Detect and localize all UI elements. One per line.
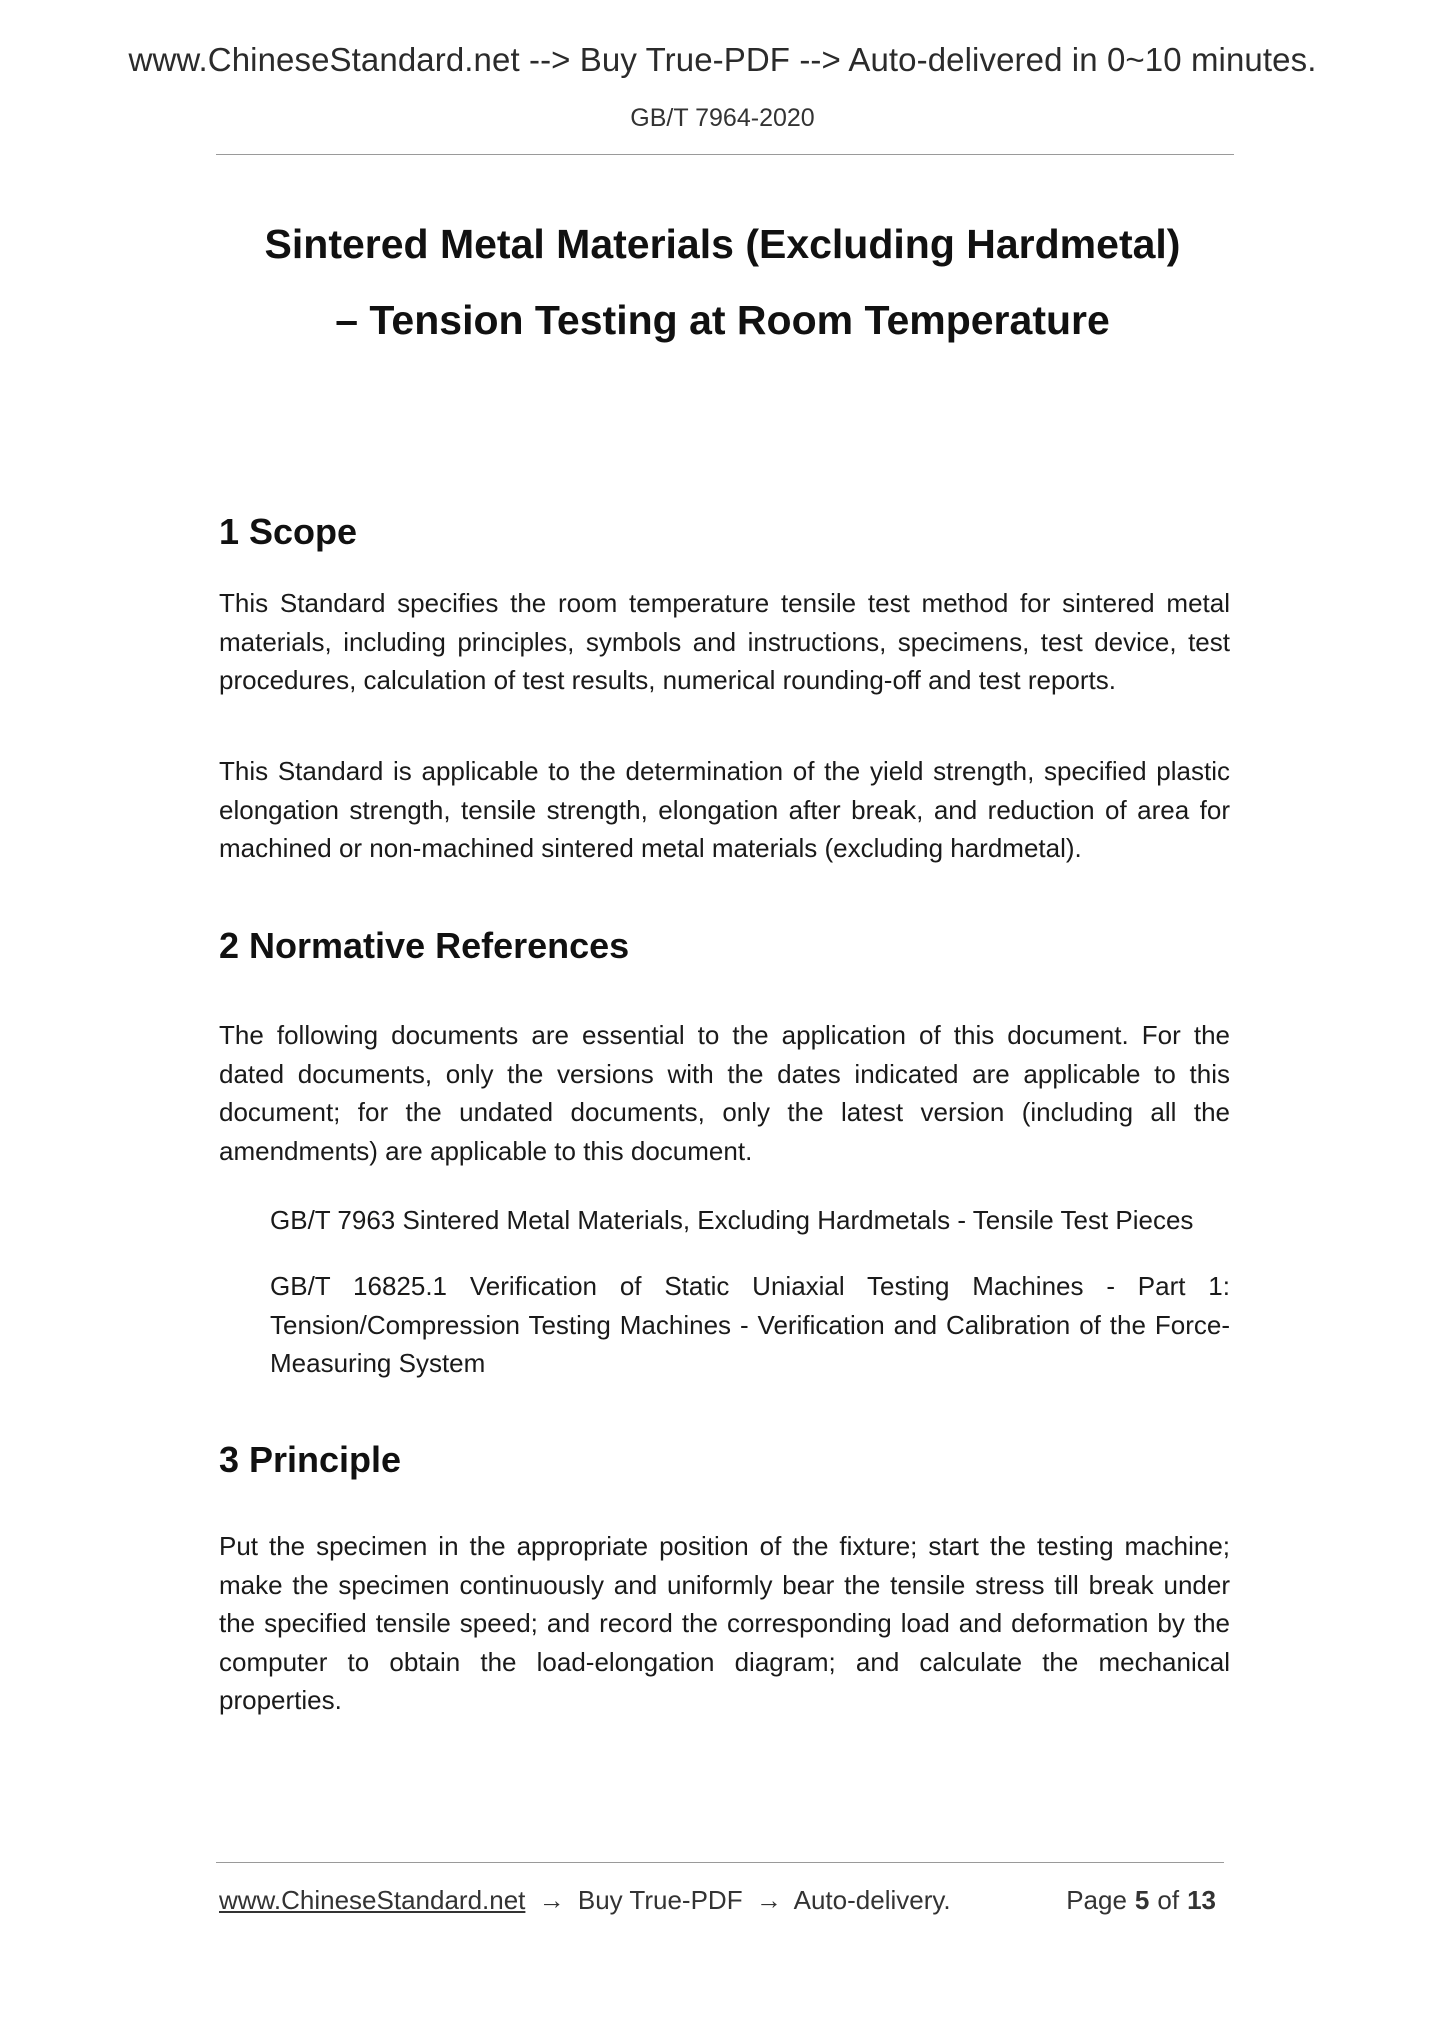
reference-item-gbt-7963: GB/T 7963 Sintered Metal Materials, Excluding Hardmetals - Tensile Test Pieces <box>270 1205 1194 1235</box>
scope-paragraph-2: This Standard is applicable to the determination of the yield strength, specified plastic elongation strength, tensile strength, elongation after break, and reduction of area for machined or non-machined sintered metal materials (excluding hardmetal). <box>219 756 1230 863</box>
total-pages-number: 13 <box>1187 1885 1216 1915</box>
right-arrow-icon: → <box>755 1885 782 1915</box>
standard-code: GB/T 7964-2020 <box>630 104 815 132</box>
reference-item-gbt-16825-1: GB/T 16825.1 Verification of Static Uniaxial Testing Machines - Part 1: Tension/Compression Testing Machines - Verification and Calibration of the Force-Measuring System <box>270 1271 1230 1378</box>
principle-paragraph: Put the specimen in the appropriate position of the fixture; start the testing machine; make the specimen continuously and uniformly bear the tensile stress till break under the specified tensile speed; and record the corresponding load and deformation by the computer to obtain the load-elongation diagram; and calculate the mechanical properties. <box>219 1531 1230 1715</box>
current-page-number: 5 <box>1134 1885 1150 1915</box>
right-arrow-icon: → <box>538 1885 565 1915</box>
footer-site-link[interactable]: www.ChineseStandard.net <box>219 1885 526 1915</box>
normative-references-intro: The following documents are essential to the application of this document. For the dated documents, only the versions with the dates indicated are applicable to this document; for the undated documents, only the latest version (including all the amendments) are applicable to this document. <box>219 1020 1230 1166</box>
top-banner[interactable]: www.ChineseStandard.net --> Buy True-PDF --> Auto-delivered in 0~10 minutes. <box>128 41 1317 78</box>
section-heading-scope: 1 Scope <box>219 511 358 552</box>
page-label: Page <box>1066 1885 1127 1915</box>
section-heading-normative-references: 2 Normative References <box>219 925 630 966</box>
page-indicator <box>1066 1883 1224 1917</box>
footer-buy-text: Buy True-PDF <box>577 1885 743 1915</box>
of-label: of <box>1157 1885 1180 1915</box>
footer-divider <box>216 1862 1224 1863</box>
footer-delivery-text: Auto-delivery. <box>793 1885 951 1915</box>
section-heading-principle: 3 Principle <box>219 1439 402 1480</box>
document-title-line-2: – Tension Testing at Room Temperature <box>335 297 1110 343</box>
footer-links <box>219 1883 951 1917</box>
header-divider <box>216 154 1234 155</box>
document-title <box>150 206 1295 358</box>
document-title-line-1: Sintered Metal Materials (Excluding Hardmetal) <box>264 221 1181 267</box>
scope-paragraph-1: This Standard specifies the room temperature tensile test method for sintered metal materials, including principles, symbols and instructions, specimens, test device, test procedures, calculation of test results, numerical rounding-off and test reports. <box>219 588 1230 695</box>
